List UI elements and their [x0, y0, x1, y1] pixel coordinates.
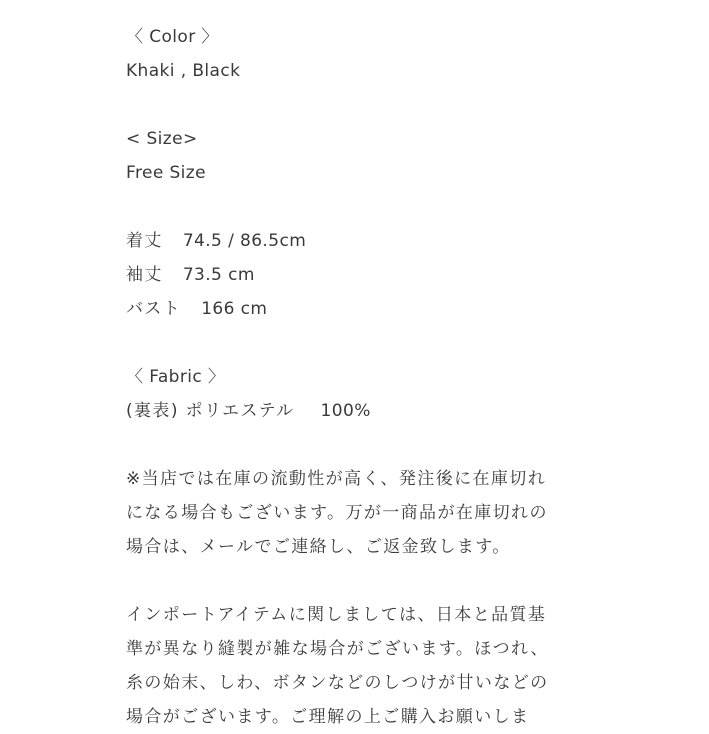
- import-notice-line: 準が異なり縫製が雑な場合がございます。ほつれ、: [126, 639, 549, 659]
- measurement-value: 166 cm: [201, 299, 268, 319]
- measurement-value: 74.5 / 86.5cm: [182, 231, 307, 251]
- spacer: [126, 428, 686, 462]
- fabric-line: [126, 394, 686, 428]
- measurement-label: バスト: [126, 299, 182, 319]
- spacer: [126, 88, 686, 122]
- color-value: Khaki , Black: [126, 61, 241, 81]
- measurement-sleeve: [126, 258, 686, 292]
- measurement-label: 袖丈: [126, 265, 163, 285]
- stock-notice-line: になる場合もございます。万が一商品が在庫切れの: [126, 503, 548, 523]
- fabric-heading: 〈 Fabric 〉: [126, 367, 226, 387]
- fabric-material: (裏表) ポリエステル: [126, 401, 295, 421]
- fabric-percent: 100%: [320, 401, 371, 421]
- description-content: [126, 20, 686, 734]
- import-notice-line: 糸の始末、しわ、ボタンなどのしつけが甘いなどの: [126, 673, 549, 693]
- measurement-label: 着丈: [126, 231, 163, 251]
- measurement-value: 73.5 cm: [182, 265, 255, 285]
- import-notice-line: 場合がございます。ご理解の上ご購入お願いしま: [126, 707, 530, 727]
- stock-notice-line: 場合は、メールでご連絡し、ご返金致します。: [126, 537, 511, 557]
- stock-notice-line: ※当店では在庫の流動性が高く、発注後に在庫切れ: [126, 469, 547, 489]
- size-heading: < Size>: [126, 129, 198, 149]
- import-notice-line: インポートアイテムに関しましては、日本と品質基: [126, 605, 547, 625]
- measurement-bust: [126, 292, 686, 326]
- spacer: [126, 326, 686, 360]
- spacer: [126, 190, 686, 224]
- spacer: [126, 564, 686, 598]
- color-heading: 〈 Color 〉: [126, 27, 219, 47]
- measurement-length: [126, 224, 686, 258]
- size-value: Free Size: [126, 163, 206, 183]
